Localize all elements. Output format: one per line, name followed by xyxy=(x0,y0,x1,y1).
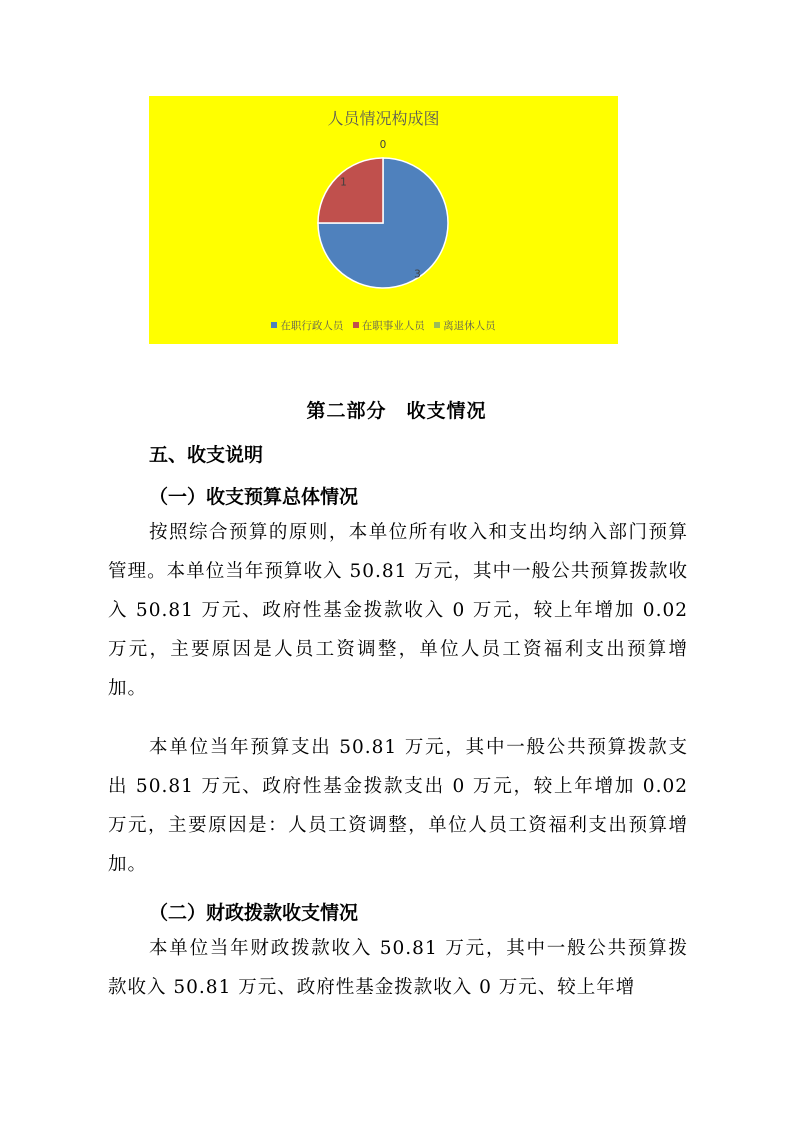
pie-chart xyxy=(149,96,618,344)
pie-slice-public xyxy=(318,158,383,223)
data-label-admin: 3 xyxy=(414,268,421,281)
data-label-retired: 0 xyxy=(379,139,387,151)
pie-chart-plot xyxy=(149,96,618,344)
legend-swatch-retired xyxy=(434,322,440,328)
section-title: 第二部分 收支情况 xyxy=(306,400,487,422)
data-label-public: 1 xyxy=(340,176,347,189)
heading-revenue-expenditure: 五、收支说明 xyxy=(149,444,264,466)
chart-legend xyxy=(149,318,618,333)
legend-label-admin: 在职行政人员 xyxy=(280,320,344,332)
heading-budget-overview: （一）收支预算总体情况 xyxy=(149,486,359,508)
legend-swatch-public xyxy=(353,322,359,328)
legend-label-public: 在职事业人员 xyxy=(361,320,425,332)
paragraph-budget-income: 按照综合预算的原则，本单位所有收入和支出均纳入部门预算管理。本单位当年预算收入 50.81 万元，其中一般公共预算拨款收入 50.81 万元、政府性基金拨款收入 0 万元，较上年增加 0.02 万元，主要原因是人员工资调整，单位人员工资福利支出预算增加。 xyxy=(108,522,688,699)
chart-title: 人员情况构成图 xyxy=(327,109,440,128)
legend-item-admin xyxy=(271,318,343,333)
legend-label-retired: 离退休人员 xyxy=(443,320,496,332)
legend-item-retired xyxy=(434,318,496,333)
legend-item-public xyxy=(353,318,425,333)
heading-fiscal-appropriation: （二）财政拨款收支情况 xyxy=(149,902,359,924)
legend-swatch-admin xyxy=(271,322,277,328)
paragraph-budget-expenditure: 本单位当年预算支出 50.81 万元，其中一般公共预算拨款支出 50.81 万元、政府性基金拨款支出 0 万元，较上年增加 0.02 万元，主要原因是：人员工资调整，单位人员工资福利支出预算增加。 xyxy=(108,737,688,875)
paragraph-fiscal-income: 本单位当年财政拨款收入 50.81 万元，其中一般公共预算拨款收入 50.81 万元、政府性基金拨款收入 0 万元、较上年增 xyxy=(108,938,688,998)
